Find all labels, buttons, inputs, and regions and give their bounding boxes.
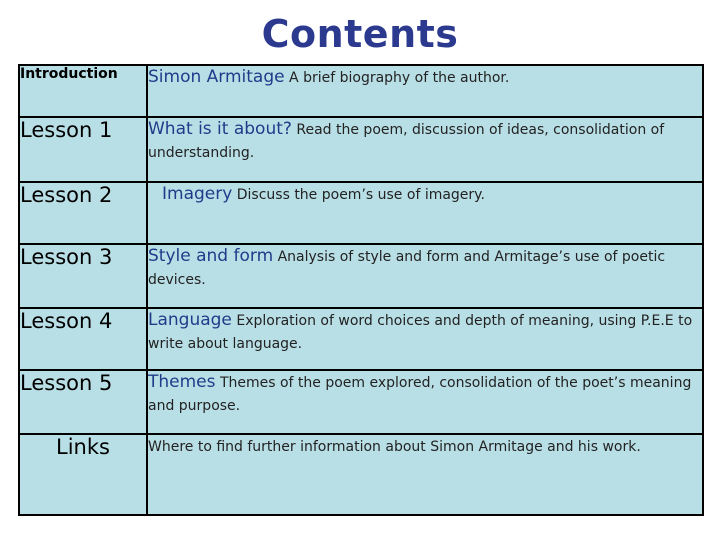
- table-row: [19, 244, 703, 308]
- table-row: [19, 370, 703, 434]
- page-title: Contents: [261, 12, 459, 56]
- row-description: [147, 434, 703, 515]
- row-label: Introduction: [19, 65, 147, 117]
- row-heading: Themes: [148, 372, 216, 392]
- row-label: Links: [19, 434, 147, 515]
- row-text: Discuss the poem’s use of imagery.: [232, 187, 485, 203]
- table-row: [19, 65, 703, 117]
- table-row: [19, 308, 703, 370]
- row-heading: What is it about?: [148, 119, 292, 139]
- row-heading: Simon Armitage: [148, 67, 285, 87]
- row-description: [147, 117, 703, 182]
- row-description: [147, 370, 703, 434]
- row-label: Lesson 2: [19, 182, 147, 244]
- row-text: Analysis of style and form and Armitage’s use of poetic devices.: [148, 249, 666, 288]
- row-label: Lesson 4: [19, 308, 147, 370]
- contents-table: [18, 64, 704, 516]
- row-label: Lesson 5: [19, 370, 147, 434]
- row-heading: Language: [148, 310, 232, 330]
- row-heading: Imagery: [162, 184, 233, 204]
- table-row: [19, 434, 703, 515]
- row-text: Read the poem, discussion of ideas, consolidation of understanding.: [148, 122, 665, 161]
- row-label: Lesson 3: [19, 244, 147, 308]
- row-description: [147, 308, 703, 370]
- row-text: Themes of the poem explored, consolidation of the poet’s meaning and purpose.: [148, 375, 692, 414]
- row-description: [147, 182, 703, 244]
- row-heading: Style and form: [148, 246, 274, 266]
- row-text: Where to find further information about Simon Armitage and his work.: [148, 439, 641, 455]
- row-text: Exploration of word choices and depth of meaning, using P.E.E to write about language.: [148, 313, 693, 352]
- table-row: [19, 182, 703, 244]
- row-text: A brief biography of the author.: [284, 70, 510, 86]
- row-description: [147, 65, 703, 117]
- row-description: [147, 244, 703, 308]
- row-label: Lesson 1: [19, 117, 147, 182]
- table-row: [19, 117, 703, 182]
